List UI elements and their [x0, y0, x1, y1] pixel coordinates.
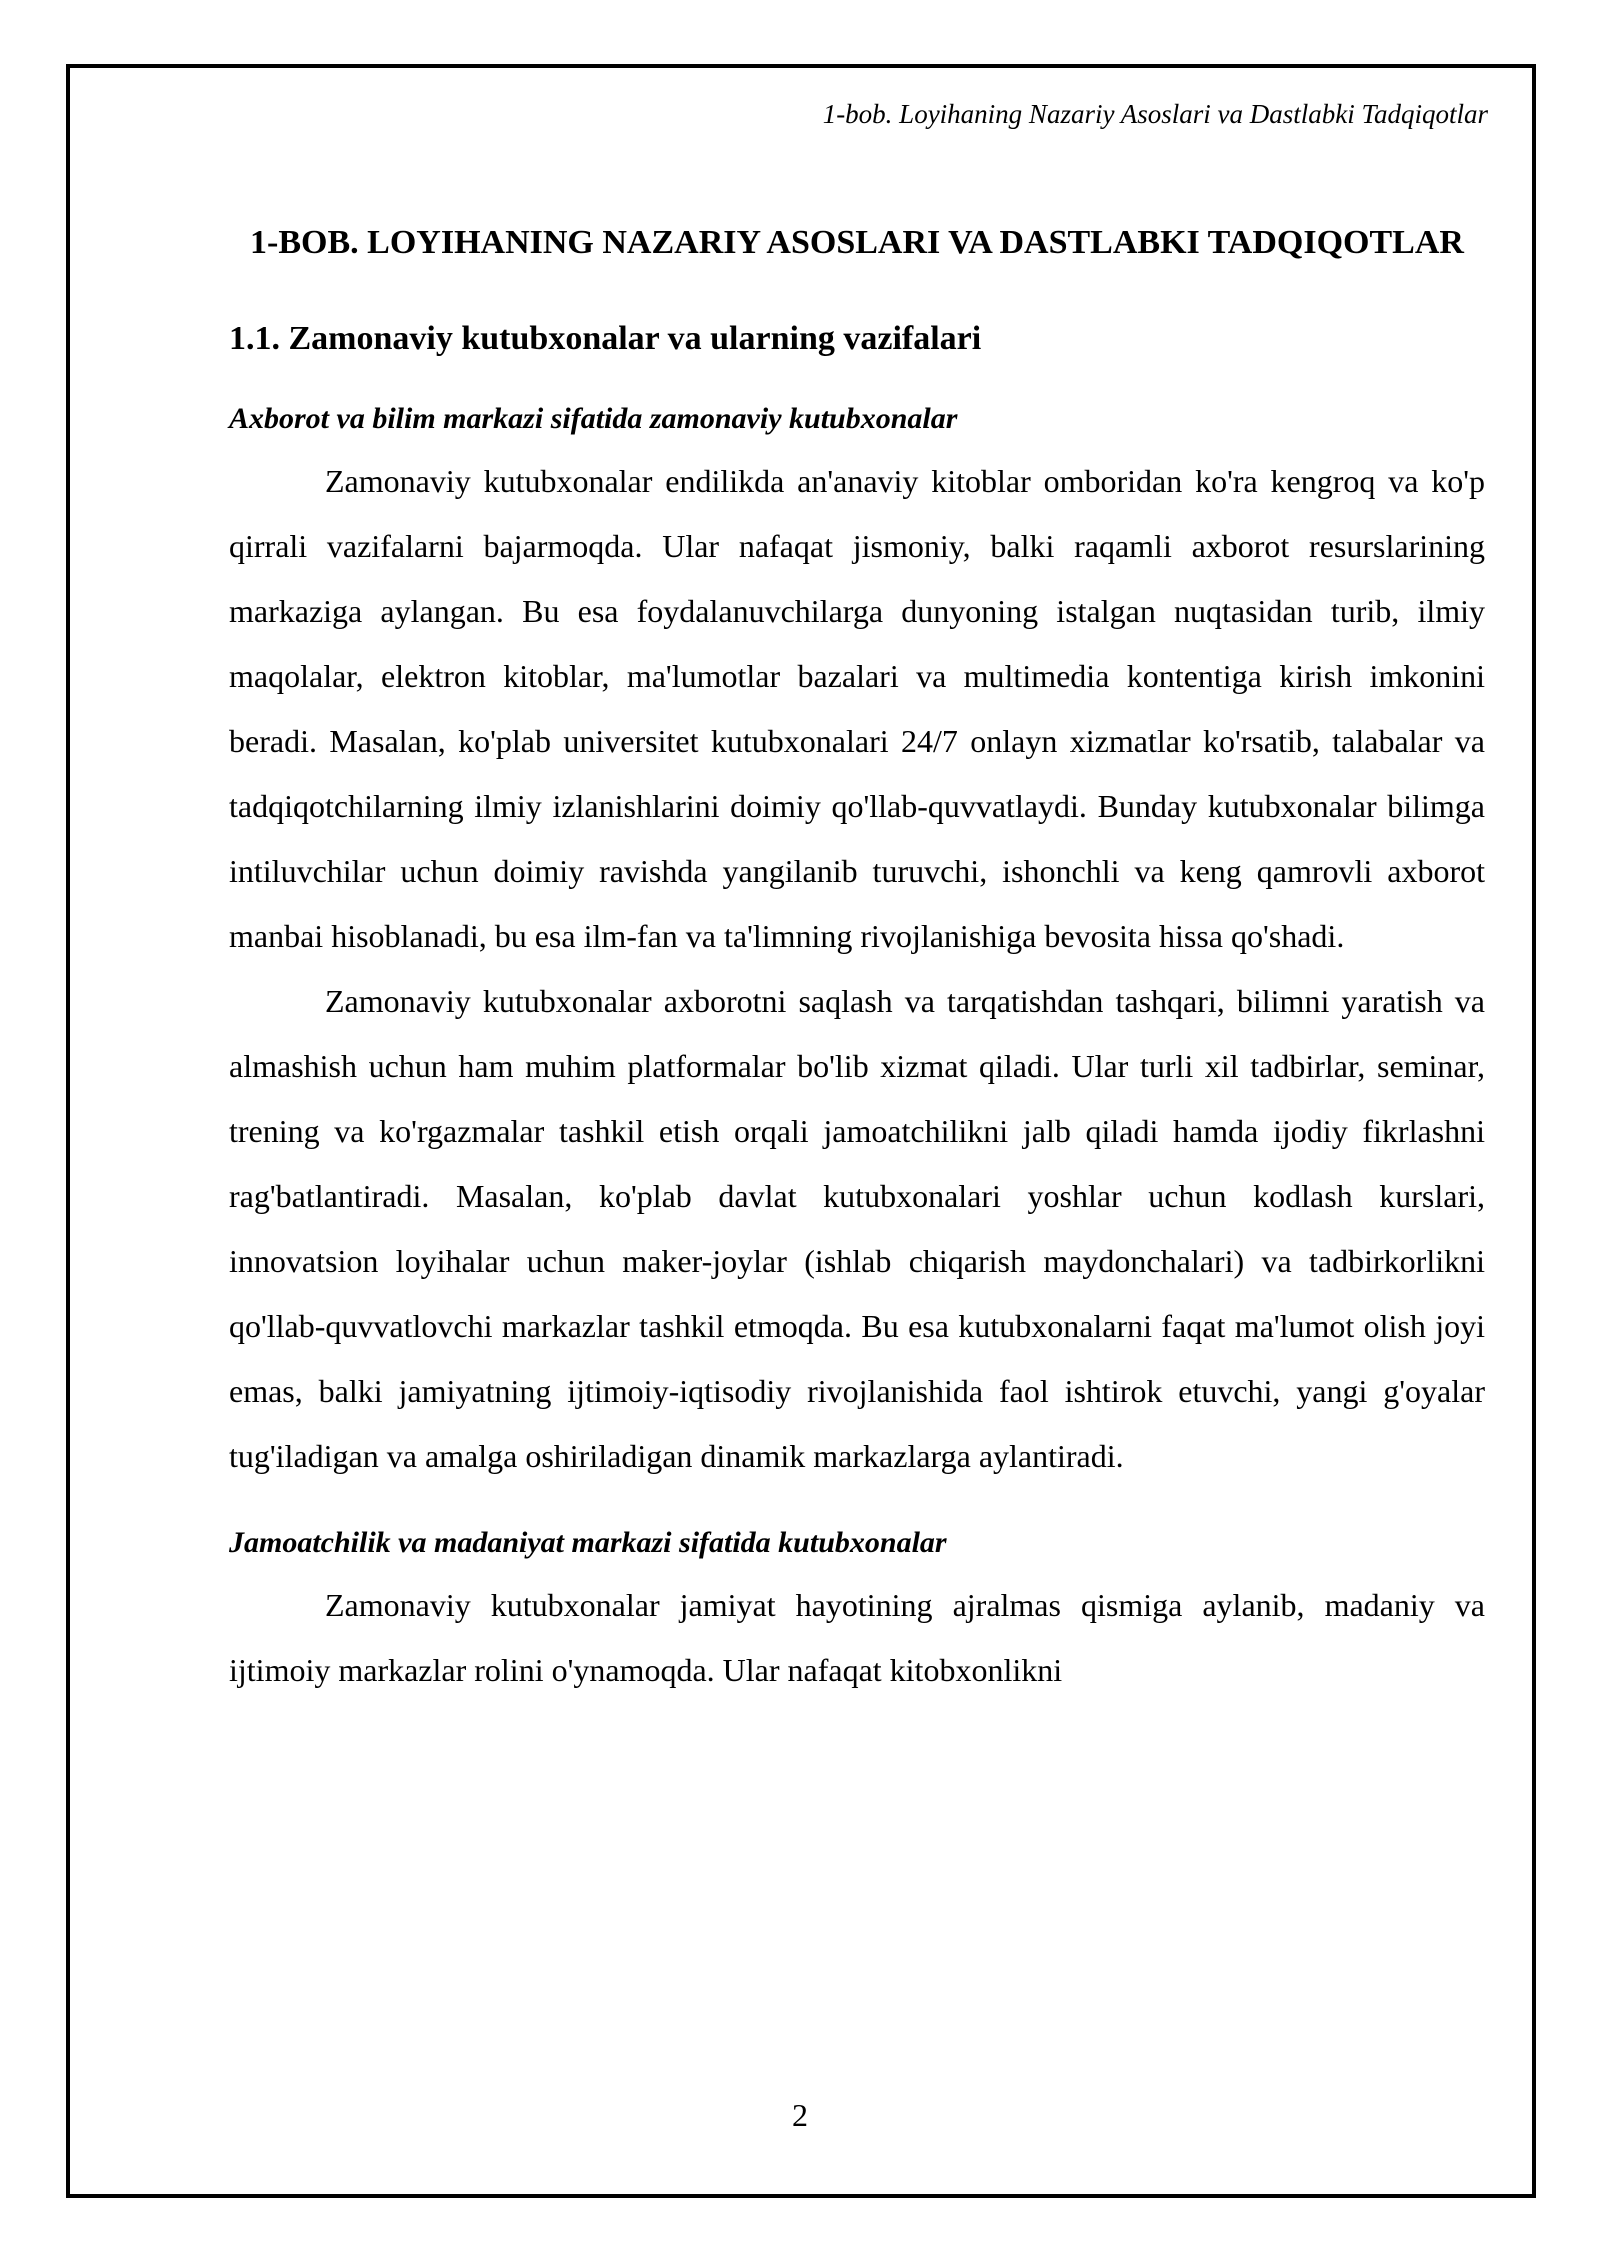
- subsection-heading-community-center: Jamoatchilik va madaniyat markazi sifatida kutubxonalar: [229, 1526, 947, 1559]
- paragraph: Zamonaviy kutubxonalar endilikda an'anaviy kitoblar omboridan ko'ra kengroq va ko'p qirrali vazifalarni bajarmoqda. Ular nafaqat jismoniy, balki raqamli axborot resurslarining markaziga aylangan. Bu esa foydalanuvchilarga dunyoning istalgan nuqtasidan turib, ilmiy maqolalar, elektron kitoblar, ma'lumotlar bazalari va multimedia kontentiga kirish imkonini beradi. Masalan, ko'plab universitet kutubxonalari 24/7 onlayn xizmatlar ko'rsatib, talabalar va tadqiqotchilarning ilmiy izlanishlarini doimiy qo'llab-quvvatlaydi. Bunday kutubxonalar bilimga intiluvchilar uchun doimiy ravishda yangilanib turuvchi, ishonchli va keng qamrovli axborot manbai hisoblanadi, bu esa ilm-fan va ta'limning rivojlanishiga bevosita hissa qo'shadi.: [229, 463, 1485, 954]
- paragraph: Zamonaviy kutubxonalar axborotni saqlash va tarqatishdan tashqari, bilimni yaratish va almashish uchun ham muhim platformalar bo'lib xizmat qiladi. Ular turli xil tadbirlar, seminar, trening va ko'rgazmalar tashkil etish orqali jamoatchilikni jalb qiladi hamda ijodiy fikrlashni rag'batlantiradi. Masalan, ko'plab davlat kutubxonalari yoshlar uchun kodlash kurslari, innovatsion loyihalar uchun maker-joylar (ishlab chiqarish maydonchalari) va tadbirkorlikni qo'llab-quvvatlovchi markazlar tashkil etmoqda. Bu esa kutubxonalarni faqat ma'lumot olish joyi emas, balki jamiyatning ijtimoiy-iqtisodiy rivojlanishida faol ishtirok etuvchi, yangi g'oyalar tug'iladigan va amalga oshiriladigan dinamik markazlarga aylantiradi.: [229, 983, 1485, 1474]
- page-number: 2: [792, 2097, 808, 2133]
- section-title: 1.1. Zamonaviy kutubxonalar va ularning vazifalari: [229, 320, 982, 357]
- paragraph: Zamonaviy kutubxonalar jamiyat hayotining ajralmas qismiga aylanib, madaniy va ijtimoiy markazlar rolini o'ynamoqda. Ular nafaqat kitobxonlikni: [229, 1587, 1485, 1688]
- running-header: 1-bob. Loyihaning Nazariy Asoslari va Dastlabki Tadqiqotlar: [822, 99, 1488, 129]
- chapter-title: 1-BOB. LOYIHANING NAZARIY ASOSLARI VA DASTLABKI TADQIQOTLAR: [250, 224, 1464, 261]
- page-content: [229, 210, 1485, 1703]
- subsection-heading-information-center: Axborot va bilim markazi sifatida zamonaviy kutubxonalar: [229, 402, 958, 435]
